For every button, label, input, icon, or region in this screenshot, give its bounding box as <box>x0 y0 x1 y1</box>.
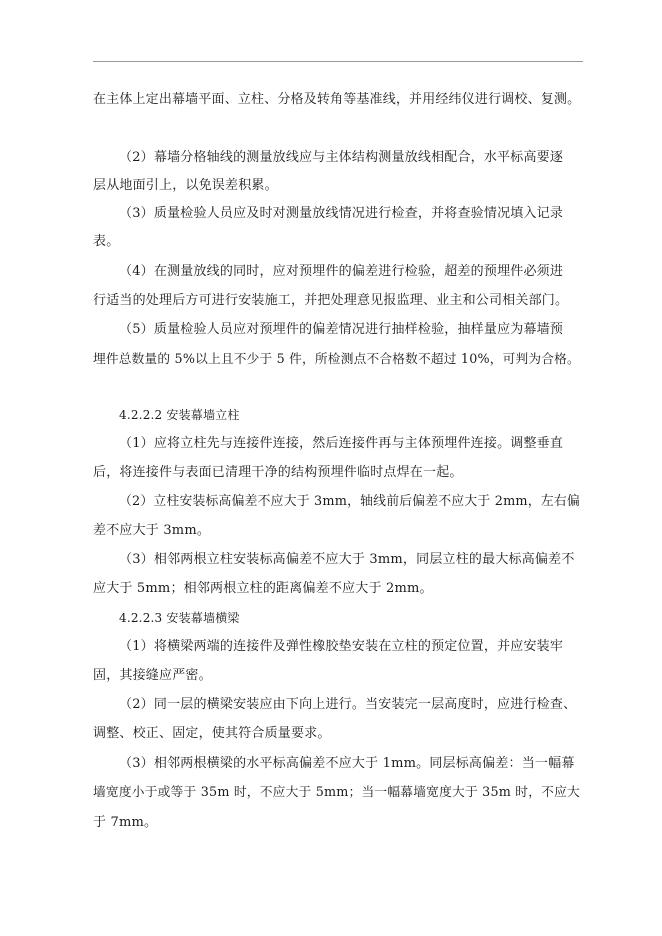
header-rule <box>93 61 583 62</box>
text-line: 固，其接缝应严密。 <box>93 668 212 683</box>
text-line: （1）将横梁两端的连接件及弹性橡胶垫安装在立柱的预定位置，并应安装牢 <box>119 639 564 654</box>
text-line: 行适当的处理后方可进行安装施工，并把处理意见报监理、业主和公司相关部门。 <box>93 293 569 308</box>
text-line: （3）相邻两根立柱安装标高偏差不应大于 3mm，同层立柱的最大标高偏差不 <box>119 552 575 567</box>
text-line: 表。 <box>93 234 120 249</box>
text-line: （4）在测量放线的同时，应对预埋件的偏差进行检验，超差的预埋件必须进 <box>119 264 564 279</box>
text-line: （2）同一层的横梁安装应由下向上进行。当安装完一层高度时，应进行检查、 <box>119 697 577 712</box>
section-heading: 4.2.2.3 安装幕墙横梁 <box>119 611 240 625</box>
text-line: （5）质量检验人员应对预埋件的偏差情况进行抽样检验，抽样量应为幕墙预 <box>119 322 564 337</box>
section-heading: 4.2.2.2 安装幕墙立柱 <box>119 408 240 422</box>
text-line: 差不应大于 3mm。 <box>93 523 211 538</box>
text-line: 埋件总数量的 5%以上且不少于 5 件，所检测点不合格数不超过 10%，可判为合格。 <box>93 351 580 366</box>
text-line: （3）质量检验人员应及时对测量放线情况进行检查，并将查验情况填入记录 <box>119 206 564 221</box>
text-line: 后，将连接件与表面已清理干净的结构预埋件临时点焊在一起。 <box>93 465 463 480</box>
text-line: 于 7mm。 <box>93 815 158 830</box>
text-line: 在主体上定出幕墙平面、立柱、分格及转角等基准线，并用经纬仪进行调校、复测。 <box>93 92 581 107</box>
text-line: （2）幕墙分格轴线的测量放线应与主体结构测量放线相配合，水平标高要逐 <box>119 150 564 165</box>
text-line: （2）立柱安装标高偏差不应大于 3mm，轴线前后偏差不应大于 2mm，左右偏 <box>119 494 580 509</box>
text-line: 调整、校正、固定，使其符合质量要求。 <box>93 726 331 741</box>
text-line: 应大于 5mm；相邻两根立柱的距离偏差不应大于 2mm。 <box>93 581 433 596</box>
text-line: （1）应将立柱先与连接件连接，然后连接件再与主体预埋件连接。调整垂直 <box>119 436 564 451</box>
text-line: （3）相邻两根横梁的水平标高偏差不应大于 1mm。同层标高偏差：当一幅幕 <box>119 756 575 771</box>
text-line: 层从地面引上，以免误差积累。 <box>93 178 278 193</box>
text-line: 墙宽度小于或等于 35m 时，不应大于 5mm；当一幅幕墙宽度大于 35m 时，不应大 <box>93 785 580 800</box>
